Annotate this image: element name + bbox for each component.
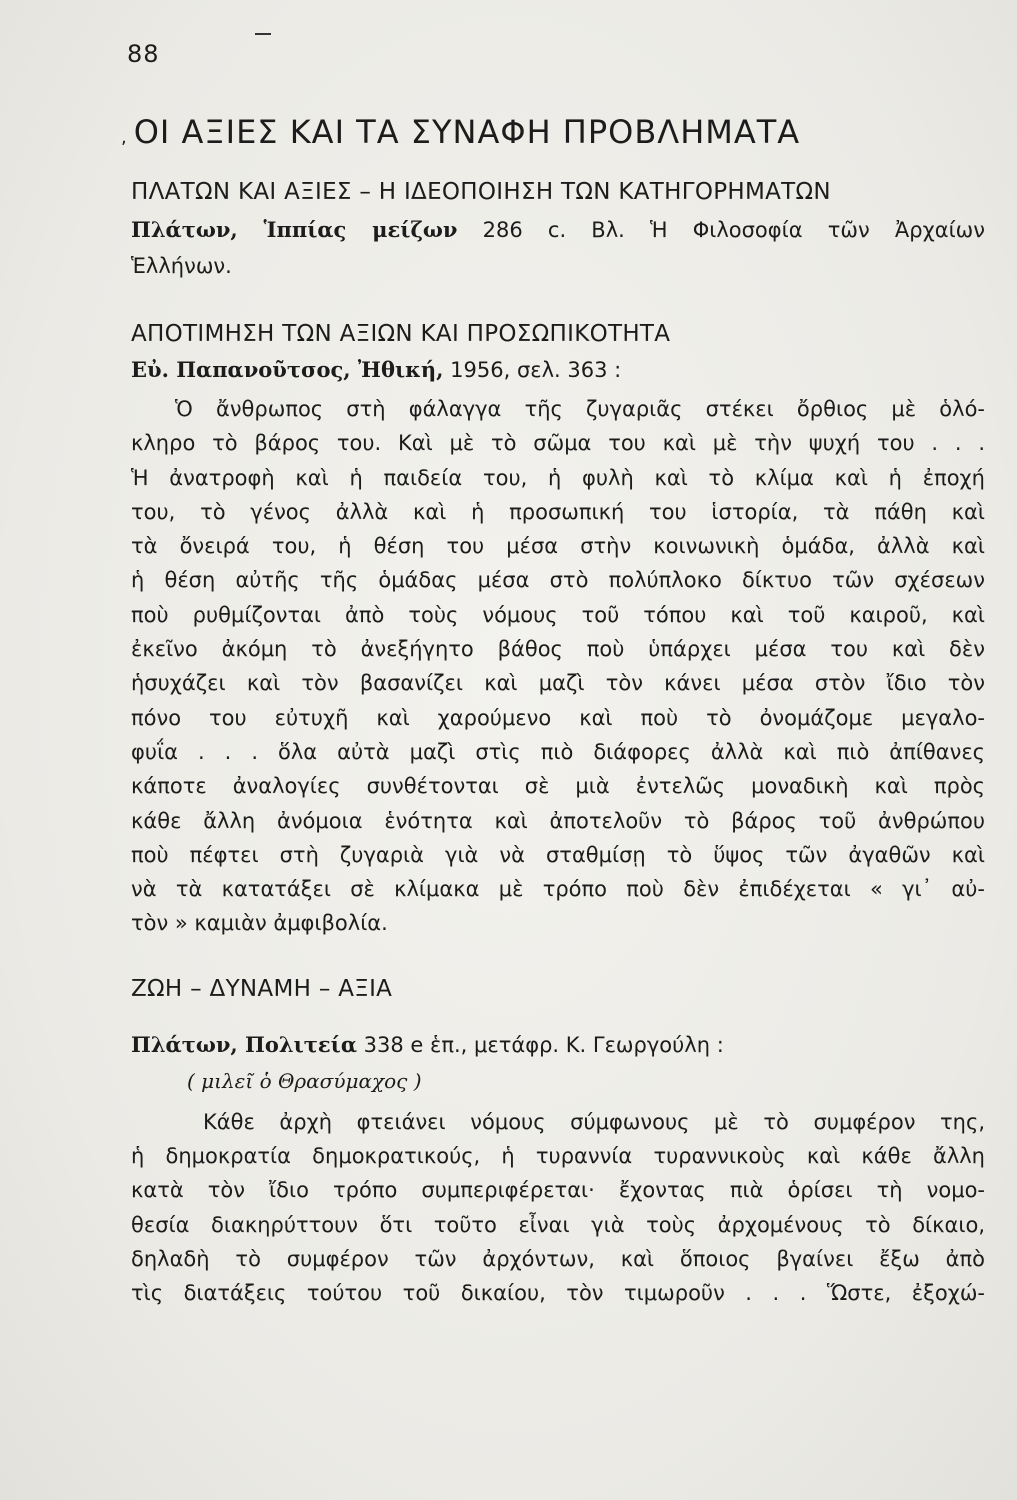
- reference-continuation: [131, 248, 985, 284]
- text-line: κατὰ τὸν ἴδιο τρόπο συμπεριφέρεται· ἔχοντας πιὰ ὁρίσει τὴ νομο-: [131, 1178, 985, 1203]
- page-content: [121, 110, 985, 1311]
- text-line: κληρο τὸ βάρος του. Καὶ μὲ τὸ σῶμα του καὶ μὲ τὴν ψυχή του . . .: [131, 431, 985, 456]
- chapter-title-text: ΟΙ ΑΞΙΕΣ ΚΑΙ ΤΑ ΣΥΝΑΦΗ ΠΡΟΒΛΗΜΑΤΑ: [133, 113, 801, 151]
- reference-detail: 286 c. Βλ. Ἡ Φιλοσοφία τῶν Ἀρχαίων: [457, 218, 985, 242]
- text-line: ποὺ πέφτει στὴ ζυγαριὰ γιὰ νὰ σταθμίσῃ τὸ ὕψος τῶν ἀγαθῶν καὶ: [131, 842, 985, 867]
- print-mark: ,: [121, 127, 128, 148]
- reference-detail: 338 e ἑπ., μετάφρ. Κ. Γεωργούλη :: [356, 1032, 724, 1057]
- text-line: Κάθε ἀρχὴ φτειάνει νόμους σύμφωνους μὲ τὸ συμφέρον της,: [203, 1109, 985, 1134]
- text-line: Ὁ ἄνθρωπος στὴ φάλαγγα τῆς ζυγαριᾶς στέκει ὄρθιος μὲ ὁλό-: [175, 397, 985, 421]
- text-line: ἡ δημοκρατία δημοκρατικούς, ἡ τυραννία τυραννικοὺς καὶ κάθε ἄλλη: [131, 1144, 985, 1169]
- reference-detail: 1956, σελ. 363 :: [443, 358, 622, 382]
- reference-platon-hippias: [131, 212, 985, 248]
- text-line: κάθε ἄλλη ἀνόμοια ἑνότητα καὶ ἀποτελοῦν τὸ βάρος τοῦ ἀνθρώπου: [131, 808, 985, 833]
- text-line: θεσία διακηρύττουν ὅτι τοῦτο εἶναι γιὰ τοὺς ἀρχομένους τὸ δίκαιο,: [131, 1212, 985, 1237]
- quote-papanoutsos: [131, 392, 985, 941]
- text-line: του, τὸ γένος ἀλλὰ καὶ ἡ προσωπική του ἱστορία, τὰ πάθη καὶ: [131, 499, 985, 524]
- top-dash: [255, 33, 271, 35]
- text-line: νὰ τὰ κατατάξει σὲ κλίμακα μὲ τρόπο ποὺ δὲν ἐπιδέχεται « γι᾿ αὐ-: [131, 877, 985, 902]
- text-line: ἡσυχάζει καὶ τὸν βασανίζει καὶ μαζὶ τὸν κάνει μέσα στὸν ἴδιο τὸν: [131, 671, 985, 696]
- reference-author: Πλάτων, Πολιτεία: [131, 1031, 357, 1057]
- section-title-zoi: ΖΩΗ – ΔΥΝΑΜΗ – ΑΞΙΑ: [131, 975, 393, 1002]
- section-title-apotimisi: ΑΠΟΤΙΜΗΣΗ ΤΩΝ ΑΞΙΩΝ ΚΑΙ ΠΡΟΣΩΠΙΚΟΤΗΤΑ: [131, 321, 671, 347]
- reference-platon-politeia: [131, 1027, 985, 1063]
- reference-author: Πλάτων, Ἱππίας μείζων: [131, 217, 458, 242]
- text-line: τὸν » καμιὰν ἀμφιβολία.: [131, 911, 388, 936]
- page-number: 88: [127, 40, 160, 68]
- reference-line2: Ἑλλήνων.: [131, 254, 232, 278]
- text-line: Ἡ ἀνατροφὴ καὶ ἡ παιδεία του, ἡ φυλὴ καὶ τὸ κλίμα καὶ ἡ ἐποχή: [131, 465, 985, 490]
- quote-politeia: [131, 1105, 985, 1311]
- reference-author: Εὐ. Παπανοῦτσος, Ἠθική,: [131, 357, 444, 382]
- text-line: τὶς διατάξεις τούτου τοῦ δικαίου, τὸν τιμωροῦν . . . Ὥστε, ἐξοχώ-: [131, 1281, 985, 1306]
- text-line: δηλαδὴ τὸ συμφέρον τῶν ἀρχόντων, καὶ ὅποιος βγαίνει ἔξω ἀπὸ: [131, 1246, 985, 1271]
- text-line: κάποτε ἀναλογίες συνθέτονται σὲ μιὰ ἐντελῶς μοναδικὴ καὶ πρὸς: [131, 774, 985, 799]
- text-line: φυΐα . . . ὅλα αὐτὰ μαζὶ στὶς πιὸ διάφορες ἀλλὰ καὶ πιὸ ἀπίθανες: [131, 739, 985, 764]
- text-line: πόνο του εὐτυχῆ καὶ χαρούμενο καὶ ποὺ τὸ ὀνομάζομε μεγαλο-: [131, 705, 985, 730]
- section-title-platon: ΠΛΑΤΩΝ ΚΑΙ ΑΞΙΕΣ – Η ΙΔΕΟΠΟΙΗΣΗ ΤΩΝ ΚΑΤΗΓΟΡΗΜΑΤΩΝ: [131, 179, 831, 205]
- reference-papanoutsos: [131, 352, 985, 388]
- chapter-title: [121, 110, 985, 154]
- speaker-note: ( μιλεῖ ὁ Θρασύμαχος ): [187, 1068, 422, 1093]
- text-line: ποὺ ρυθμίζονται ἀπὸ τοὺς νόμους τοῦ τόπου καὶ τοῦ καιροῦ, καὶ: [131, 602, 985, 627]
- text-line: τὰ ὄνειρά του, ἡ θέση του μέσα στὴν κοινωνικὴ ὁμάδα, ἀλλὰ καὶ: [131, 534, 985, 559]
- text-line: ἡ θέση αὐτῆς τῆς ὁμάδας μέσα στὸ πολύπλοκο δίκτυο τῶν σχέσεων: [131, 568, 985, 593]
- text-line: ἐκεῖνο ἀκόμη τὸ ἀνεξήγητο βάθος ποὺ ὑπάρχει μέσα του καὶ δὲν: [131, 637, 985, 662]
